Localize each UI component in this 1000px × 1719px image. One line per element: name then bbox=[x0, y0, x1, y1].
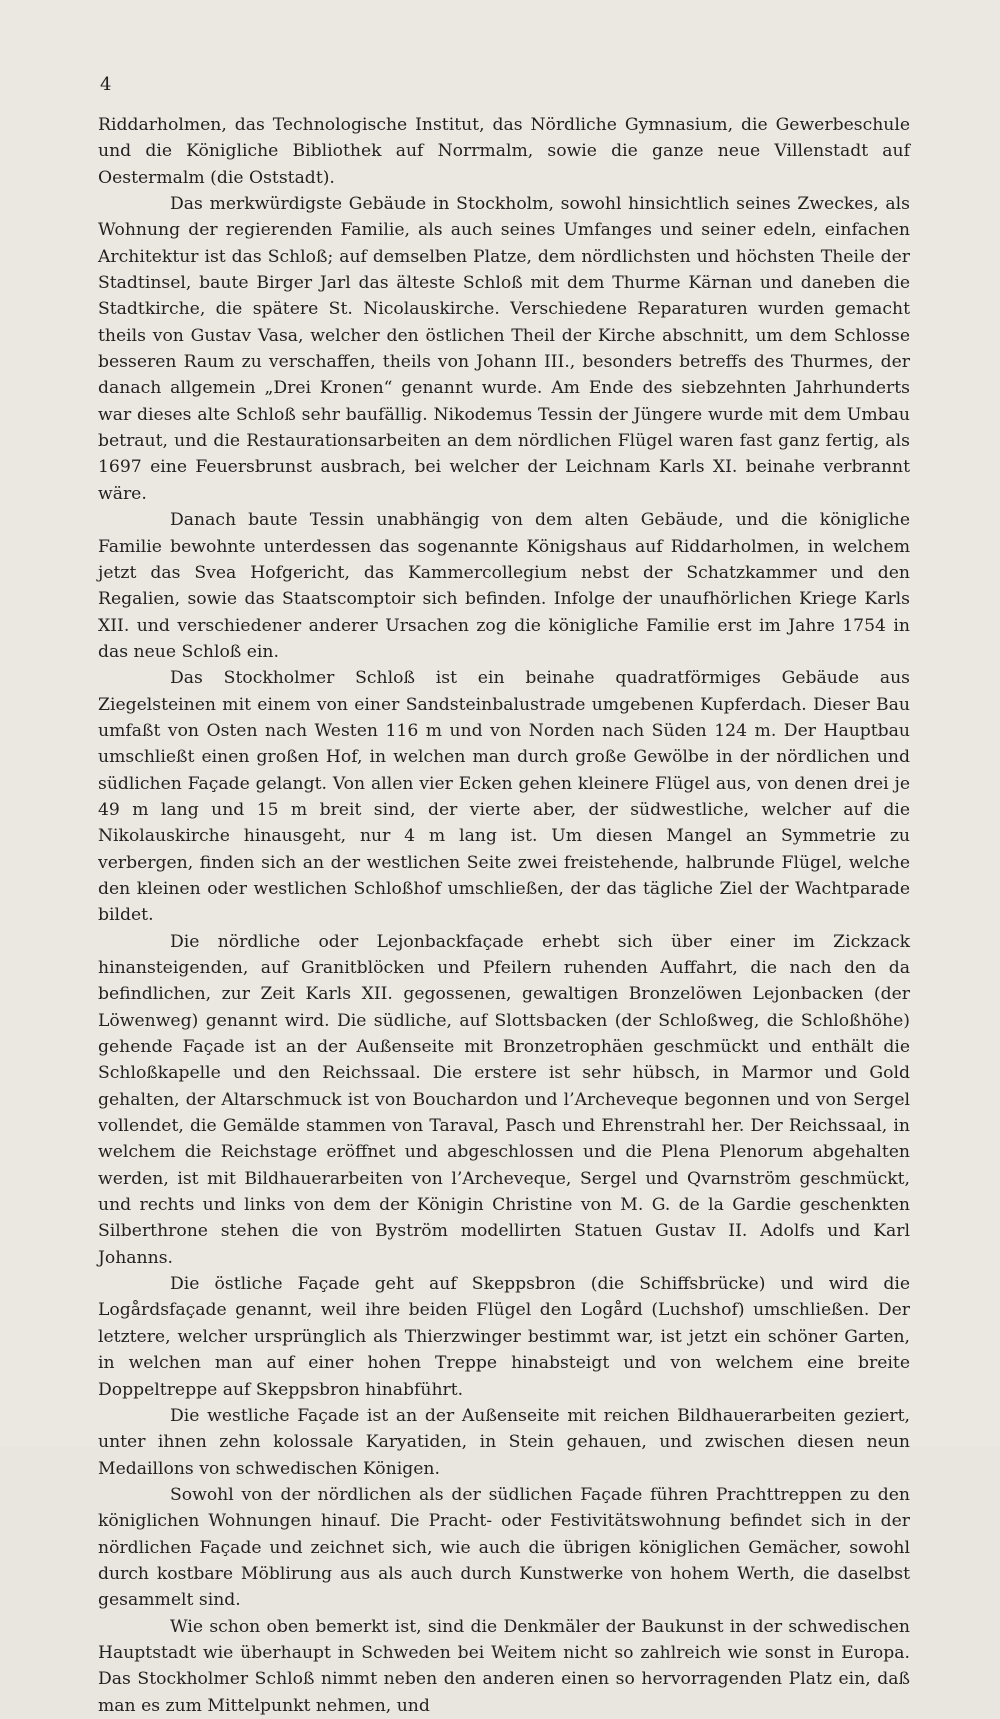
paragraph-2: Das merkwürdigste Gebäude in Stockholm, sowohl hinsichtlich seines Zweckes, als Wohnung der regierenden Familie, als auch seines Umfanges und seiner edeln, einfachen Architektur ist das Schloß; auf demselben Platze, dem nördlichsten und höchsten Theile der Stadtinsel, baute Birger Jarl das älteste Schloß mit dem Thurme Kärnan und daneben die Stadtkirche, die spätere St. Nicolauskirche. Verschiedene Reparaturen wurden gemacht theils von Gustav Vasa, welcher den östlichen Theil der Kirche abschnitt, um dem Schlosse besseren Raum zu verschaffen, theils von Johann III., besonders betreffs des Thurmes, der danach allgemein „Drei Kronen“ genannt wurde. Am Ende des siebzehnten Jahrhunderts war dieses alte Schloß sehr baufällig. Nikodemus Tessin der Jüngere wurde mit dem Umbau betraut, und die Restaurationsarbeiten an dem nördlichen Flügel waren fast ganz fertig, als 1697 eine Feuersbrunst ausbrach, bei welcher der Leichnam Karls XI. beinahe verbrannt wäre. bbox=[98, 194, 910, 504]
paragraph-5: Die nördliche oder Lejonbackfaçade erhebt sich über einer im Zickzack hinansteigenden, auf Granitblöcken und Pfeilern ruhenden Auffahrt, die nach den da befindlichen, zur Zeit Karls XII. gegossenen, gewaltigen Bronzelöwen Lejonbacken (der Löwenweg) genannt wird. Die südliche, auf Slottsbacken (der Schloßweg, die Schloßhöhe) gehende Façade ist an der Außenseite mit Bronzetrophäen geschmückt und enthält die Schloßkapelle und den Reichssaal. Die erstere ist sehr hübsch, in Marmor und Gold gehalten, der Altarschmuck ist von Bouchardon und l’Archeveque begonnen und von Sergel vollendet, die Gemälde stammen von Taraval, Pasch und Ehrenstrahl her. Der Reichssaal, in welchem die Reichstage eröffnet und abgeschlossen und die Plena Plenorum abgehalten werden, ist mit Bildhauerarbeiten von l’Archeveque, Sergel und Qvarnström geschmückt, und rechts und links von dem der Königin Christine von M. G. de la Gardie geschenkten Silberthrone stehen die von Byström modellirten Statuen Gustav II. Adolfs und Karl Johanns. bbox=[98, 931, 910, 1268]
body-text bbox=[98, 112, 910, 1719]
paragraph-6: Die östliche Façade geht auf Skeppsbron (die Schiffsbrücke) und wird die Logårdsfaçade genannt, weil ihre beiden Flügel den Logård (Luchshof) umschließen. Der letztere, welcher ursprünglich als Thierzwinger bestimmt war, ist jetzt ein schöner Garten, in welchen man auf einer hohen Treppe hinabsteigt und von welchem eine breite Doppeltreppe auf Skeppsbron hinabführt. bbox=[98, 1274, 910, 1400]
page-number: 4 bbox=[100, 74, 112, 95]
paragraph-1: Riddarholmen, das Technologische Institut, das Nördliche Gymnasium, die Gewerbeschule und die Königliche Bibliothek auf Norrmalm, sowie die ganze neue Villenstadt auf Oestermalm (die Oststadt). bbox=[98, 115, 910, 188]
paragraph-3: Danach baute Tessin unabhängig von dem alten Gebäude, und die königliche Familie bewohnte unterdessen das sogenannte Königshaus auf Riddarholmen, in welchem jetzt das Svea Hofgericht, das Kammercollegium nebst der Schatzkammer und den Regalien, sowie das Staatscomptoir sich befinden. Infolge der unaufhörlichen Kriege Karls XII. und verschiedener anderer Ursachen zog die königliche Familie erst im Jahre 1754 in das neue Schloß ein. bbox=[98, 510, 910, 662]
paragraph-9: Wie schon oben bemerkt ist, sind die Denkmäler der Baukunst in der schwedischen Hauptstadt wie überhaupt in Schweden bei Weitem nicht so zahlreich wie sonst in Europa. Das Stockholmer Schloß nimmt neben den anderen einen so hervorragenden Platz ein, daß man es zum Mittelpunkt nehmen, und bbox=[98, 1616, 910, 1716]
paragraph-4: Das Stockholmer Schloß ist ein beinahe quadratförmiges Gebäude aus Ziegelsteinen mit einem von einer Sandsteinbalustrade umgebenen Kupferdach. Dieser Bau umfaßt von Osten nach Westen 116 m und von Norden nach Süden 124 m. Der Hauptbau umschließt einen großen Hof, in welchen man durch große Gewölbe in der nördlichen und südlichen Façade gelangt. Von allen vier Ecken gehen kleinere Flügel aus, von denen drei je 49 m lang und 15 m breit sind, der vierte aber, der südwestliche, welcher auf die Nikolauskirche hinausgeht, nur 4 m lang ist. Um diesen Mangel an Symmetrie zu verbergen, finden sich an der westlichen Seite zwei freistehende, halbrunde Flügel, welche den kleinen oder westlichen Schloßhof umschließen, der das tägliche Ziel der Wachtparade bildet. bbox=[98, 668, 910, 926]
paragraph-7: Die westliche Façade ist an der Außenseite mit reichen Bildhauerarbeiten geziert, unter ihnen zehn kolossale Karyatiden, in Stein gehauen, und zwischen diesen neun Medaillons von schwedischen Königen. bbox=[98, 1405, 910, 1479]
paragraph-8: Sowohl von der nördlichen als der südlichen Façade führen Prachttreppen zu den königlichen Wohnungen hinauf. Die Pracht- oder Festivitätswohnung befindet sich in der nördlichen Façade und zeichnet sich, wie auch die übrigen königlichen Gemächer, sowohl durch kostbare Möblirung aus als auch durch Kunstwerke von hohem Werth, die daselbst gesammelt sind. bbox=[98, 1484, 910, 1611]
